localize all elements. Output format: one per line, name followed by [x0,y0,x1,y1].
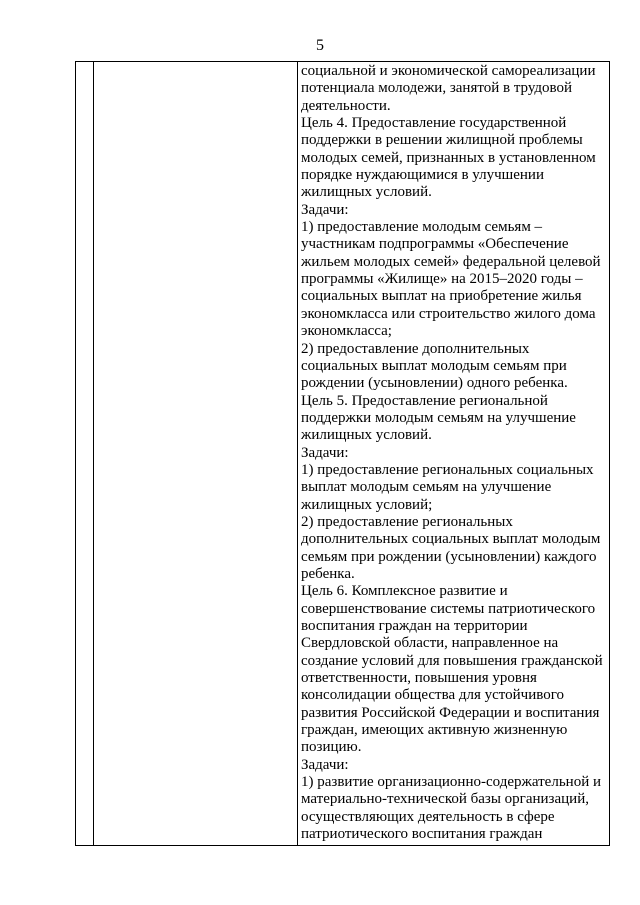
text-line: консолидации общества для устойчивого [301,687,565,704]
text-line: молодых семей, признанных в установленном [301,149,596,166]
text-line: программы «Жилище» на 2015–2020 годы – [301,271,583,288]
text-line: ребенка. [301,565,355,582]
text-line: поддержки в решении жилищной проблемы [301,132,583,149]
table-cell-text [301,63,609,843]
text-line: поддержки молодым семьям на улучшение [301,409,576,426]
text-line: семьям при рождении (усыновлении) каждого [301,548,597,565]
text-line: жильем молодых семей» федеральной целевой [301,253,601,270]
text-line: позицию. [301,739,362,756]
text-line: порядке нуждающимися в улучшении [301,167,544,184]
table-column-divider-2 [297,62,298,845]
table-column-divider-1 [93,62,94,845]
text-line: жилищных условий. [301,184,432,201]
text-line: социальных выплат на приобретение жилья [301,288,582,305]
page-number: 5 [316,37,324,54]
text-line: Цель 4. Предоставление государственной [301,115,567,132]
text-line: 2) предоставление региональных [301,513,513,530]
document-table [75,61,610,846]
text-line: Цель 6. Комплексное развитие и [301,583,508,600]
text-line: создание условий для повышения гражданской [301,652,603,669]
text-line: деятельности. [301,97,391,114]
text-line: участникам подпрограммы «Обеспечение [301,236,569,253]
text-line: материально-технической базы организаций, [301,791,589,808]
text-line: 2) предоставление дополнительных [301,340,530,357]
text-line: Задачи: [301,756,349,773]
text-line: жилищных условий. [301,427,432,444]
text-line: социальной и экономической самореализации [301,63,596,79]
text-line: 1) предоставление молодым семьям – [301,219,543,236]
text-line: Цель 5. Предоставление региональной [301,392,548,409]
text-line: жилищных условий; [301,496,433,513]
text-line: потенциала молодежи, занятой в трудовой [301,80,573,97]
text-line: рождении (усыновлении) одного ребенка. [301,375,568,392]
text-line: дополнительных социальных выплат молодым [301,531,601,548]
text-line: социальных выплат молодым семьям при [301,357,567,374]
text-line: Задачи: [301,201,349,218]
text-line: воспитания граждан на территории [301,618,528,634]
text-line: экономкласса; [301,323,392,340]
text-line: ответственности, повышения уровня [301,670,537,687]
text-line: совершенствование системы патриотического [301,600,596,617]
text-line: выплат молодым семьям на улучшение [301,479,552,496]
text-line: 1) развитие организационно-содержательной и [301,774,601,791]
text-line: Свердловской области, направленное на [301,635,559,652]
text-line: граждан, имеющих активную жизненную [301,722,568,739]
text-line: Задачи: [301,444,349,461]
text-line: 1) предоставление региональных социальных [301,461,594,478]
text-line: патриотического воспитания граждан [301,826,543,843]
text-line: развития Российской Федерации и воспитания [301,704,600,721]
text-line: экономкласса или строительство жилого дома [301,305,596,322]
text-line: осуществляющих деятельность в сфере [301,808,555,825]
